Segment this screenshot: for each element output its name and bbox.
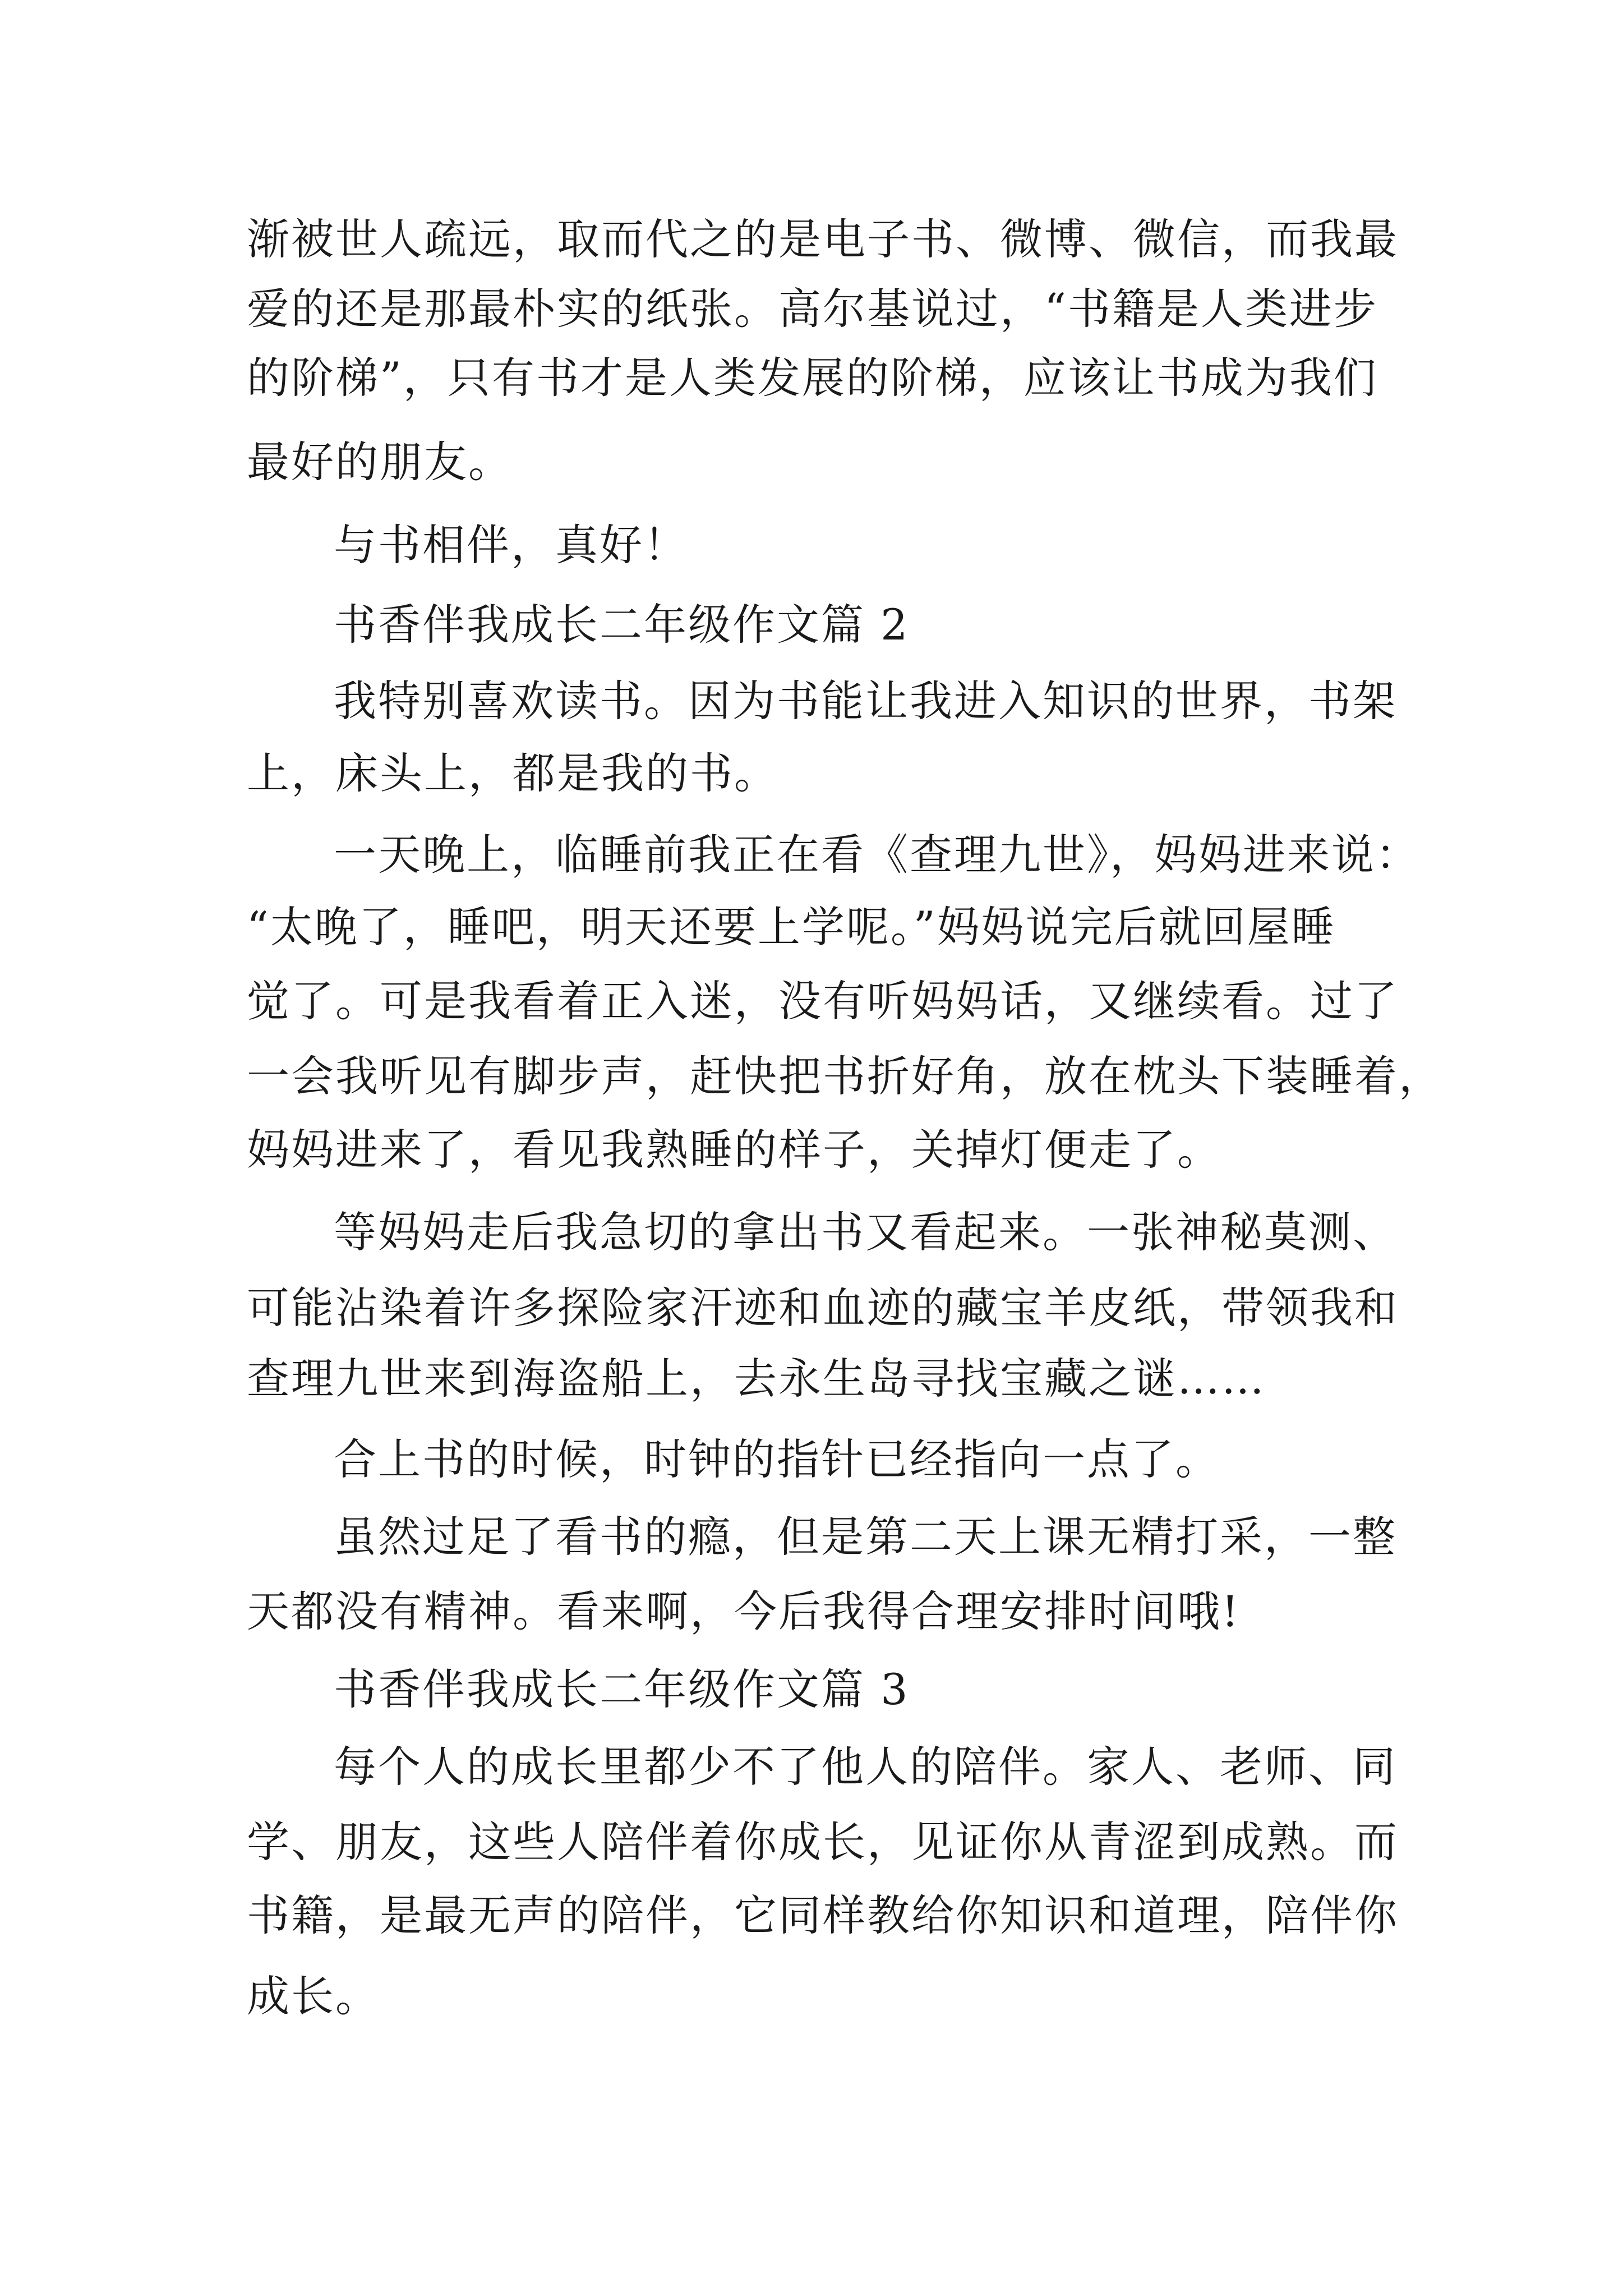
text-line: 一天晚上，临睡前我正在看《查理九世》，妈妈进来说：	[334, 830, 1420, 880]
text-line: 成长。	[247, 1971, 380, 2021]
text-line: 每个人的成长里都少不了他人的陪伴。家人、老师、同	[334, 1742, 1397, 1792]
text-line: 一会我听见有脚步声，赶快把书折好角，放在枕头下装睡着，	[247, 1051, 1443, 1101]
text-line: 学、朋友，这些人陪伴着你成长，见证你从青涩到成熟。而	[247, 1817, 1399, 1867]
text-line: 渐被世人疏远，取而代之的是电子书、微博、微信，而我最	[247, 214, 1399, 264]
text-line: 觉了。可是我看着正入迷，没有听妈妈话，又继续看。过了	[247, 976, 1399, 1026]
text-line: 爱的还是那最朴实的纸张。高尔基说过，“书籍是人类进步	[247, 284, 1378, 334]
text-line: “太晚了，睡吧，明天还要上学呢。”妈妈说完后就回屋睡	[247, 902, 1336, 952]
section-heading: 书香伴我成长二年级作文篇 3	[334, 1664, 910, 1714]
text-line: 天都没有精神。看来啊，今后我得合理安排时间哦!	[247, 1586, 1241, 1636]
text-line: 书籍，是最无声的陪伴，它同样教给你知识和道理，陪伴你	[247, 1890, 1399, 1940]
text-line: 的阶梯”，只有书才是人类发展的阶梯，应该让书成为我们	[247, 353, 1378, 403]
text-line: 我特别喜欢读书。因为书能让我进入知识的世界，书架	[334, 676, 1397, 726]
text-line: 最好的朋友。	[247, 437, 513, 487]
text-line: 等妈妈走后我急切的拿出书又看起来。一张神秘莫测、	[334, 1207, 1397, 1257]
text-line: 与书相伴，真好！	[334, 520, 688, 570]
text-line: 查理九世来到海盗船上，去永生岛寻找宝藏之谜……	[247, 1354, 1266, 1404]
text-line: 可能沾染着许多探险家汗迹和血迹的藏宝羊皮纸，带领我和	[247, 1283, 1399, 1333]
text-line: 妈妈进来了，看见我熟睡的样子，关掉灯便走了。	[247, 1125, 1221, 1175]
text-line: 虽然过足了看书的瘾，但是第二天上课无精打采，一整	[334, 1512, 1397, 1562]
section-heading: 书香伴我成长二年级作文篇 2	[334, 600, 910, 650]
text-line: 合上书的时候，时钟的指针已经指向一点了。	[334, 1434, 1220, 1484]
text-line: 上，床头上，都是我的书。	[247, 748, 778, 798]
